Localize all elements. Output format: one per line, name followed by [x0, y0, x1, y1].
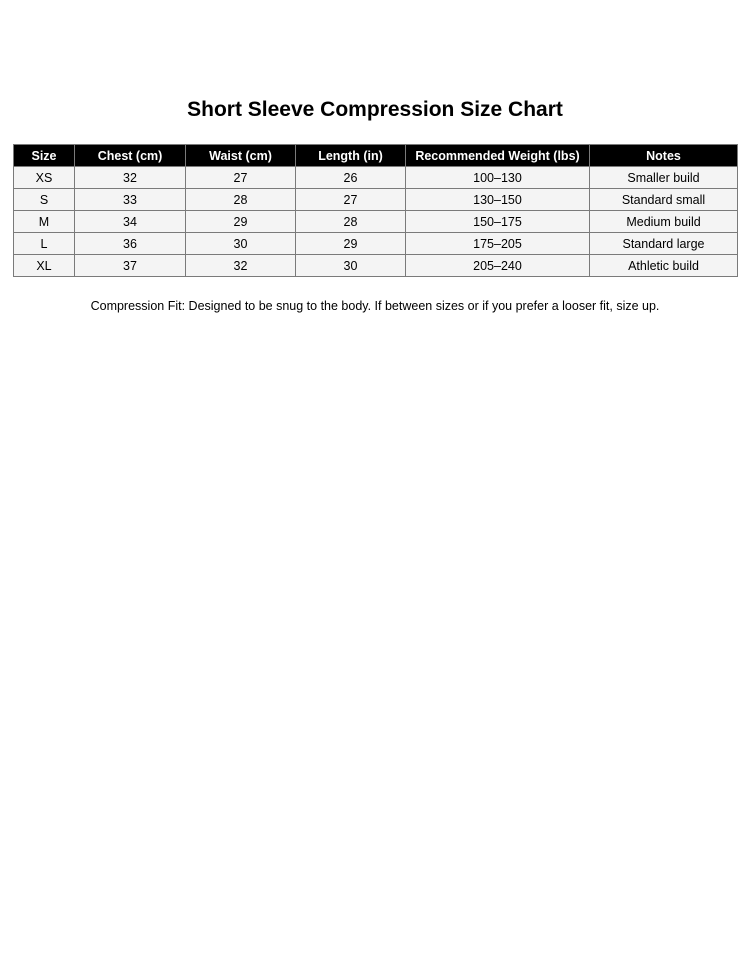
cell-size: XS	[14, 167, 75, 189]
compression-fit-note: Compression Fit: Designed to be snug to the body. If between sizes or if you prefer a looser fit, size up.	[90, 299, 660, 313]
cell-weight: 175–205	[406, 233, 590, 255]
cell-chest: 37	[75, 255, 186, 277]
header-size: Size	[14, 145, 75, 167]
cell-length: 28	[296, 211, 406, 233]
size-chart-table	[13, 144, 738, 277]
header-notes: Notes	[590, 145, 738, 167]
cell-waist: 32	[186, 255, 296, 277]
table-row	[14, 233, 738, 255]
cell-notes: Standard large	[590, 233, 738, 255]
cell-notes: Standard small	[590, 189, 738, 211]
cell-chest: 33	[75, 189, 186, 211]
cell-weight: 150–175	[406, 211, 590, 233]
cell-size: XL	[14, 255, 75, 277]
cell-notes: Athletic build	[590, 255, 738, 277]
cell-notes: Smaller build	[590, 167, 738, 189]
header-length: Length (in)	[296, 145, 406, 167]
cell-weight: 130–150	[406, 189, 590, 211]
cell-size: M	[14, 211, 75, 233]
cell-size: L	[14, 233, 75, 255]
header-row	[14, 145, 738, 167]
table-row	[14, 255, 738, 277]
cell-size: S	[14, 189, 75, 211]
cell-length: 27	[296, 189, 406, 211]
cell-weight: 205–240	[406, 255, 590, 277]
table-row	[14, 189, 738, 211]
cell-length: 26	[296, 167, 406, 189]
cell-length: 30	[296, 255, 406, 277]
table-body	[14, 167, 738, 277]
table-row	[14, 167, 738, 189]
header-waist: Waist (cm)	[186, 145, 296, 167]
cell-waist: 27	[186, 167, 296, 189]
cell-waist: 28	[186, 189, 296, 211]
cell-waist: 30	[186, 233, 296, 255]
page-title: Short Sleeve Compression Size Chart	[187, 98, 563, 121]
table-row	[14, 211, 738, 233]
cell-notes: Medium build	[590, 211, 738, 233]
header-chest: Chest (cm)	[75, 145, 186, 167]
cell-chest: 32	[75, 167, 186, 189]
table-header	[14, 145, 738, 167]
cell-chest: 36	[75, 233, 186, 255]
header-recommended-weight: Recommended Weight (lbs)	[406, 145, 590, 167]
cell-chest: 34	[75, 211, 186, 233]
cell-length: 29	[296, 233, 406, 255]
cell-weight: 100–130	[406, 167, 590, 189]
cell-waist: 29	[186, 211, 296, 233]
